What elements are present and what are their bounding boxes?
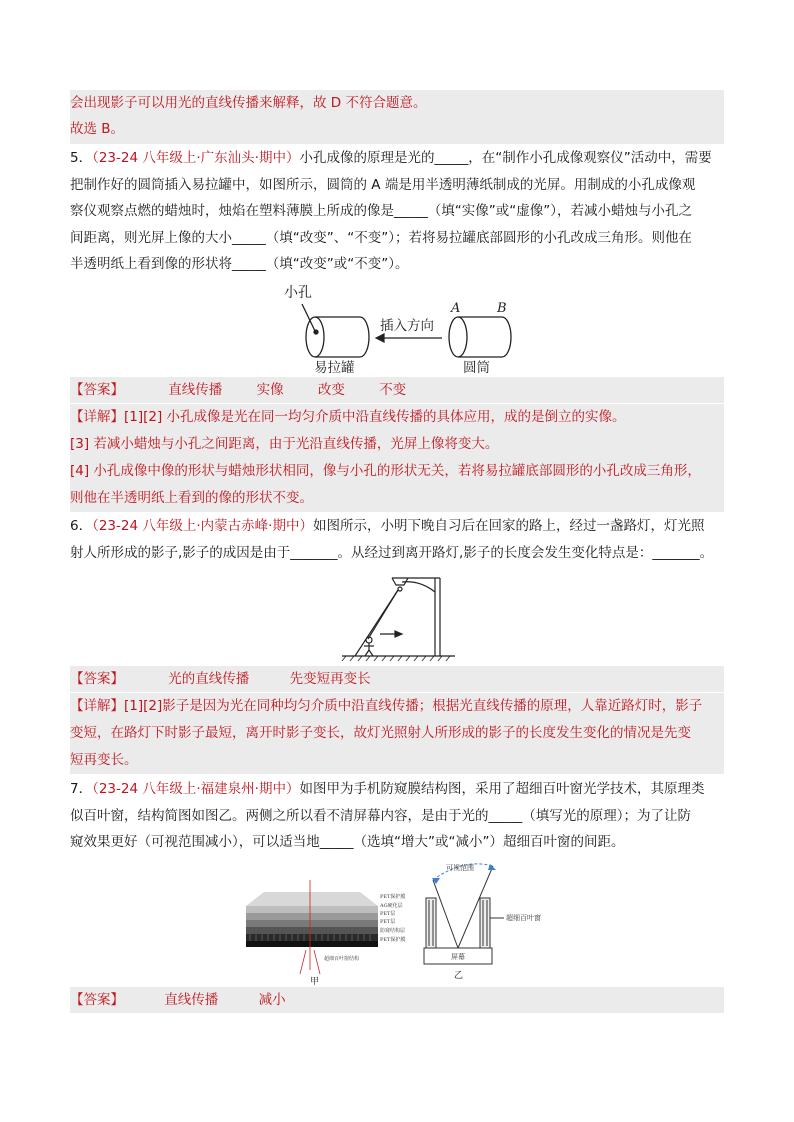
layer-label: AG硬化层 (380, 903, 403, 909)
arc-arrow-right (488, 864, 496, 870)
question-text-line: 把制作好的圆筒插入易拉罐中，如图所示，圆筒的 A 端是用半透明薄纸制成的光屏。用制成的小孔成像观 (70, 176, 696, 193)
hole-label: 小孔 (284, 285, 312, 301)
q7-answer-box (70, 987, 724, 1013)
answer-item: 先变短再变长 (289, 671, 371, 687)
figure-yi-label: 乙 (454, 971, 464, 981)
detail-line: 变短，在路灯下时影子最短，离开时影子变长，故灯光照射人所形成的影子的长度发生变化的情况是先变 (70, 725, 691, 741)
pinhole-camera-figure (270, 280, 530, 376)
b-label: B (497, 301, 507, 316)
question-number: 6． (70, 518, 93, 534)
layer-label: PET层 (380, 911, 396, 917)
question-source: （23-24 八年级上·内蒙古赤峰·期中） (92, 518, 313, 534)
can-label: 易拉罐 (314, 360, 355, 376)
louver-structure-label: 超细百叶窗结构 (324, 956, 360, 962)
prev-explanation (70, 90, 724, 144)
answer-item: 直线传播 (168, 382, 223, 398)
question-text-line: 窥效果更好（可视范围减小），可以适当地_____（选填“增大”或“减小”）超细百叶窗的间距。 (70, 834, 625, 850)
arrow-label: 插入方向 (380, 318, 434, 334)
answer-item: 不变 (379, 382, 407, 398)
tube-label: 圆筒 (463, 360, 490, 376)
film-structure-diagram (240, 880, 420, 988)
question-6 (70, 513, 730, 566)
answer-item: 实像 (256, 382, 284, 398)
detail-line: 【详解】[1][2] 小孔成像是光在同一均匀介质中沿直线传播的具体应用，成的是倒立的实像。 (70, 409, 626, 425)
tube-drawing (449, 317, 511, 357)
answer-item: 直线传播 (164, 992, 219, 1008)
question-text-line: 半透明纸上看到像的形状将_____（填“改变”或“不变”）。 (70, 256, 409, 272)
screen-label: 屏幕 (451, 953, 465, 961)
insert-direction-arrow (376, 334, 442, 342)
detail-line: 短再变长。 (70, 752, 138, 768)
film-structure-figure (240, 880, 420, 988)
question-text-line: 小孔成像的原理是光的_____，在“制作小孔成像观察仪”活动中，需要 (299, 150, 712, 166)
question-number: 7． (70, 781, 93, 797)
layer-label: PET层 (380, 919, 396, 925)
visible-range-label: 可视范围 (446, 864, 474, 872)
louver-figure (418, 858, 568, 984)
question-source: （23-24 八年级上·广东汕头·期中） (92, 150, 300, 166)
answer-item: 改变 (317, 382, 345, 398)
detail-line: [4] 小孔成像中像的形状与蜡烛形状相同，像与小孔的形状无关，若将易拉罐底部圆形的小孔改成三角形， (70, 463, 701, 479)
q5-answer-box (70, 377, 724, 403)
answer-label: 【答案】 (70, 992, 124, 1008)
lamp-structure (342, 578, 455, 656)
question-text-line: 如图甲为手机防窥膜结构图，采用了超细百叶窗光学技术，其原理类 (299, 781, 705, 797)
question-5 (70, 145, 730, 278)
q6-answer-box (70, 666, 724, 692)
layer-label: PET保护膜 (380, 937, 406, 943)
answer-item: 减小 (258, 992, 286, 1008)
detail-line: 则他在半透明纸上看到的像的形状不变。 (70, 490, 313, 506)
question-number: 5． (70, 150, 93, 166)
can-drawing (302, 304, 369, 357)
question-text-line: 如图所示，小明下晚自习后在回家的路上，经过一盏路灯，灯光照 (312, 518, 705, 534)
ground-hatch (342, 656, 450, 661)
answer-label: 【答案】 (70, 382, 124, 398)
q5-detail-box (70, 404, 724, 512)
layer-label: 防窥结构层 (380, 928, 406, 934)
question-7 (70, 776, 730, 856)
question-text-line: 似百叶窗，结构简图如图乙。两侧之所以看不清屏幕内容，是由于光的_____（填写光的原理）；为了让防 (70, 807, 691, 824)
prev-explanation-line1: 会出现影子可以用光的直线传播来解释，故 D 不符合题意。 (70, 95, 427, 111)
figure-jia-label: 甲 (310, 977, 320, 987)
question-text-line: 射人所形成的影子,影子的成因是由于_______。从经过到离开路灯,影子的长度会发生变化特点是：_______。 (70, 544, 714, 561)
pinhole-camera-diagram (270, 280, 530, 376)
answer-item: 光的直线传播 (168, 671, 250, 687)
answer-label: 【答案】 (70, 671, 124, 687)
detail-line: [3] 若减小蜡烛与小孔之间距离，由于光沿直线传播，光屏上像将变大。 (70, 436, 499, 452)
louver-label: 超细百叶窗 (506, 914, 541, 922)
street-lamp-diagram (340, 570, 460, 662)
louver-diagram (418, 858, 568, 984)
prev-explanation-line2: 故选 B。 (70, 121, 125, 137)
a-label: A (451, 301, 461, 316)
layer-label: PET保护膜 (380, 894, 406, 900)
question-source: （23-24 八年级上·福建泉州·期中） (92, 781, 300, 797)
street-lamp-figure (340, 570, 460, 662)
question-text-line: 间距离，则光屏上像的大小_____（填“改变”、“不变”）；若将易拉罐底部圆形的小孔改成三角形。则他在 (70, 229, 692, 246)
walk-direction-arrow (380, 631, 402, 637)
film-layers (246, 892, 378, 947)
q6-detail-box (70, 693, 724, 774)
question-text-line: 察仪观察点燃的蜡烛时，烛焰在塑料薄膜上所成的像是_____（填“实像”或“虚像”），若减小蜡烛与小孔之 (70, 203, 692, 219)
detail-line: 【详解】[1][2]影子是因为光在同种均匀介质中沿直线传播；根据光直线传播的原理，人靠近路灯时，影子 (70, 698, 703, 714)
